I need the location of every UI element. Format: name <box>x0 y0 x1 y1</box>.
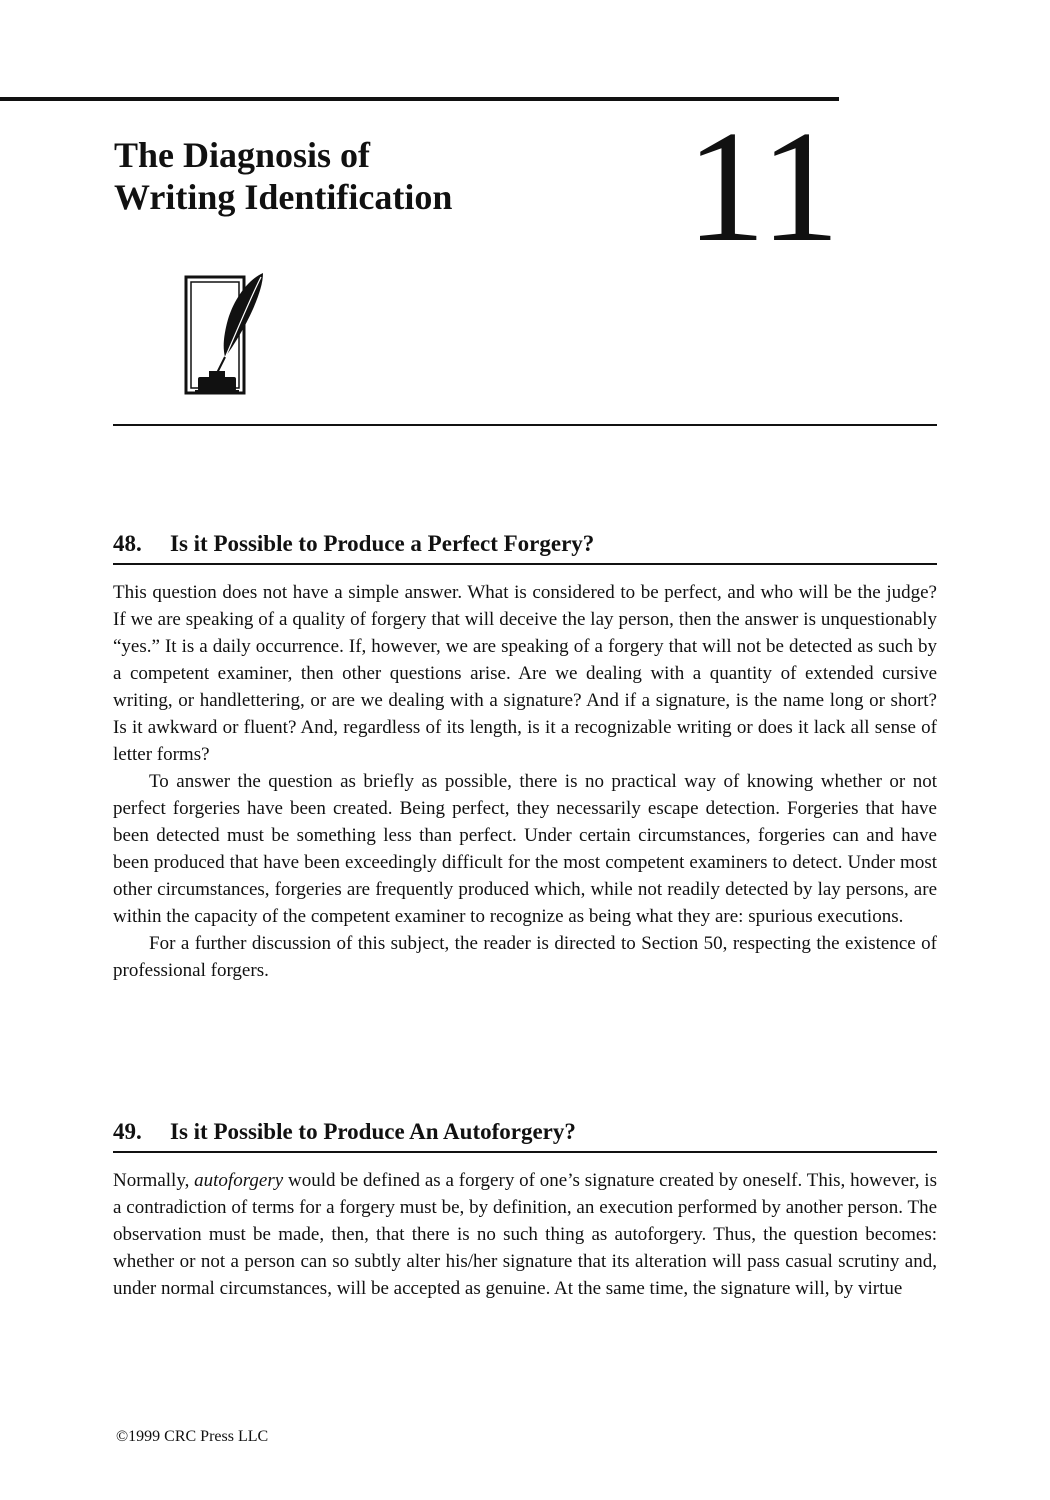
chapter-title-line-1: The Diagnosis of <box>114 135 371 175</box>
term-autoforgery: autoforgery <box>194 1170 284 1191</box>
section-49-title: Is it Possible to Produce An Autoforgery? <box>170 1119 576 1144</box>
section-49 <box>113 1116 937 1302</box>
section-49-paragraph-1 <box>113 1167 937 1302</box>
section-48-paragraph-2: To answer the question as briefly as possible, there is no practical way of knowing whether or not perfect forgeries have been created. Being perfect, they necessarily escape detection. Forgeries that have been detected must be something less than perfect. Under certain circumstances, forgeries can and have been produced that have been exceedingly difficult for the most competent examiners to detect. Under most other circumstances, forgeries are frequently produced which, while not readily detected by lay persons, are within the capacity of the competent examiner to recognize as being what they are: spurious executions. <box>113 771 937 927</box>
section-49-body <box>113 1167 937 1302</box>
header-bottom-rule <box>113 424 937 426</box>
chapter-number: 11 <box>685 97 840 275</box>
section-48 <box>113 528 937 984</box>
section-48-heading <box>113 528 937 565</box>
section-49-paragraph-rest: would be defined as a forgery of one’s signature created by oneself. This, however, is a contradiction of terms for a forgery must be, by definition, an execution performed by another person. The observation must be made, then, that there is no such thing as autoforgery. Thus, the question becomes: whether or not a person can so subtly alter his/her signature that its alteration will pass casual scrutiny and, under normal circumstances, will be accepted as genuine. At the same time, the signature will, by virtue <box>113 1170 937 1299</box>
chapter-title-line-2: Writing Identification <box>114 177 453 217</box>
quill-and-inkwell-icon <box>183 271 267 399</box>
section-48-paragraph-1: This question does not have a simple answer. What is considered to be perfect, and who will be the judge? If we are speaking of a quality of forgery that will deceive the lay person, then the answer is unquestionably “yes.” It is a daily occurrence. If, however, we are speaking of a forgery that will not be detected as such by a competent examiner, then other questions arise. Are we dealing with a quantity of extended cursive writing, or handlettering, or are we dealing with a signature? And if a signature, is the name long or short? Is it awkward or fluent? And, regardless of its length, is it a recognizable writing or does it lack all sense of letter forms? <box>113 582 937 765</box>
section-48-number: 48. <box>113 531 142 556</box>
chapter-title <box>114 134 452 218</box>
section-48-title: Is it Possible to Produce a Perfect Forgery? <box>170 531 595 556</box>
section-49-heading <box>113 1116 937 1153</box>
section-48-paragraph-3: For a further discussion of this subject, the reader is directed to Section 50, respecting the existence of professional forgers. <box>113 933 937 981</box>
section-49-paragraph-lead: Normally, <box>113 1170 195 1191</box>
section-49-number: 49. <box>113 1119 142 1144</box>
section-48-body <box>113 579 937 984</box>
footer-copyright: ©1999 CRC Press LLC <box>116 1428 269 1445</box>
